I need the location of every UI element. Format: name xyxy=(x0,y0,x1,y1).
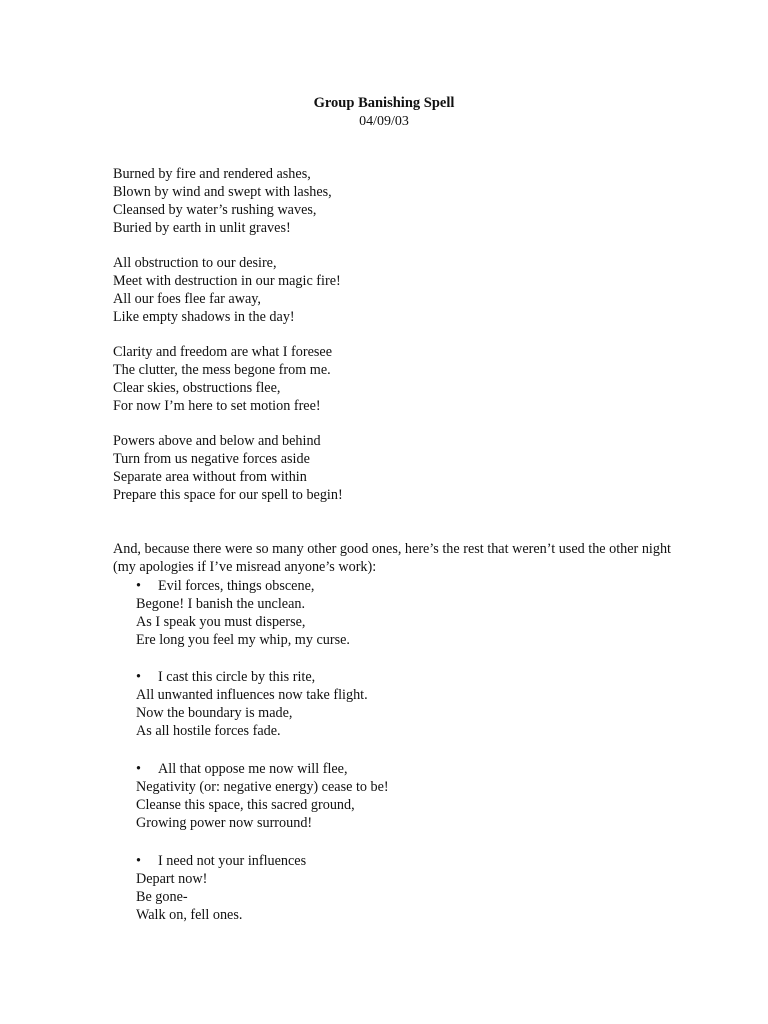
bullet-line: Begone! I banish the unclean. xyxy=(136,596,306,613)
intro-paragraph: And, because there were so many other good ones, here’s the rest that weren’t used the other night (my apologies if I’ve misread anyone’s work): xyxy=(113,541,671,576)
stanza-line: Prepare this space for our spell to begin! xyxy=(113,487,343,504)
stanza-line: Cleansed by water’s rushing waves, xyxy=(113,202,317,219)
stanza-line: Like empty shadows in the day! xyxy=(113,309,295,326)
bullet-line: Evil forces, things obscene, xyxy=(158,578,315,594)
stanza-line: Blown by wind and swept with lashes, xyxy=(113,184,332,201)
bullet-line: Be gone- xyxy=(136,889,188,906)
bullet-item-4 xyxy=(136,852,306,924)
bullet-line: Depart now! xyxy=(136,871,208,888)
stanza-line: All obstruction to our desire, xyxy=(113,255,277,271)
bullet-line: All unwanted influences now take flight. xyxy=(136,687,368,704)
stanza-2 xyxy=(113,254,341,326)
bullet-line: As all hostile forces fade. xyxy=(136,723,281,740)
stanza-line: Turn from us negative forces aside xyxy=(113,451,310,468)
bullet-icon: • xyxy=(136,578,141,594)
bullet-item-2 xyxy=(136,668,368,740)
stanza-line: Burned by fire and rendered ashes, xyxy=(113,166,311,182)
bullet-line: As I speak you must disperse, xyxy=(136,614,306,631)
bullet-line: I cast this circle by this rite, xyxy=(158,669,316,685)
bullet-item-3 xyxy=(136,760,389,832)
stanza-line: Clear skies, obstructions flee, xyxy=(113,380,281,397)
stanza-line: Powers above and below and behind xyxy=(113,433,321,449)
bullet-line: Now the boundary is made, xyxy=(136,705,293,722)
document-title: Group Banishing Spell xyxy=(313,95,455,111)
stanza-line: Clarity and freedom are what I foresee xyxy=(113,344,333,360)
stanza-3 xyxy=(113,343,332,415)
bullet-line: Growing power now surround! xyxy=(136,815,313,832)
stanza-line: Meet with destruction in our magic fire! xyxy=(113,273,341,290)
bullet-icon: • xyxy=(136,669,141,685)
stanza-line: Buried by earth in unlit graves! xyxy=(113,220,291,237)
bullet-line: I need not your influences xyxy=(158,853,307,869)
bullet-line: Walk on, fell ones. xyxy=(136,907,243,924)
document-date: 04/09/03 xyxy=(359,114,409,129)
bullet-icon: • xyxy=(136,853,141,869)
stanza-line: For now I’m here to set motion free! xyxy=(113,398,321,415)
stanza-1 xyxy=(113,165,332,237)
stanza-line: All our foes flee far away, xyxy=(113,291,261,308)
stanza-4 xyxy=(113,432,343,504)
stanza-line: Separate area without from within xyxy=(113,469,307,486)
bullet-icon: • xyxy=(136,761,141,777)
bullet-line: Ere long you feel my whip, my curse. xyxy=(136,632,350,649)
stanza-line: The clutter, the mess begone from me. xyxy=(113,362,331,379)
bullet-item-1 xyxy=(136,577,350,649)
bullet-line: All that oppose me now will flee, xyxy=(158,761,348,777)
bullet-line: Cleanse this space, this sacred ground, xyxy=(136,797,355,814)
bullet-line: Negativity (or: negative energy) cease to be! xyxy=(136,779,389,796)
